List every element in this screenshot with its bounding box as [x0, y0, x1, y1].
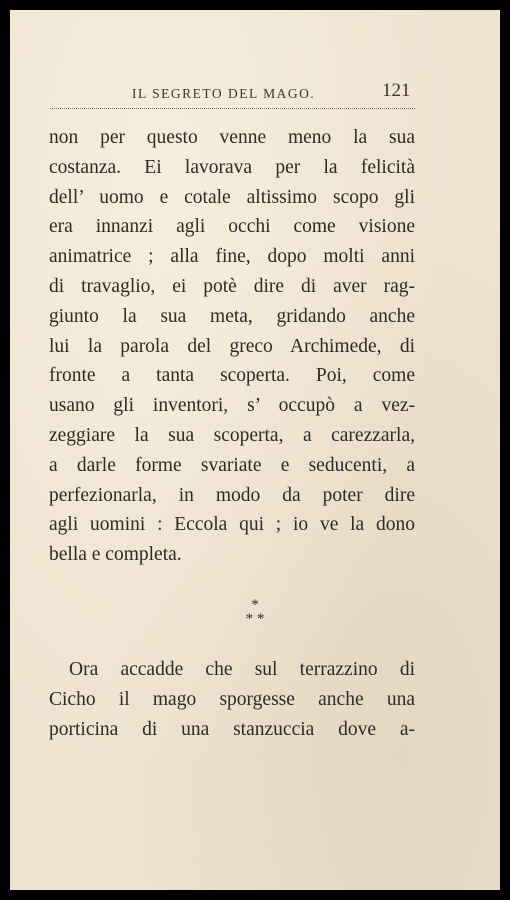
asterism-bottom: * *	[245, 611, 265, 627]
text-line: Ora accadde che sul terrazzino di	[69, 659, 415, 680]
text-line: agli uomini : Eccola qui ; io ve la dono	[49, 514, 415, 536]
text-line: di travaglio, ei potè dire di aver rag-	[49, 275, 415, 297]
section-break-asterism	[10, 598, 500, 626]
page-header	[10, 78, 500, 112]
text-line: zeggiare la sua scoperta, a carezzarla,	[49, 424, 415, 446]
text-line: animatrice ; alla fine, dopo molti anni	[49, 246, 415, 268]
text-line: porticina di una stanzuccia dove a-	[49, 718, 415, 740]
asterism-top: *	[251, 597, 259, 613]
text-line: Cicho il mago sporgesse anche una	[49, 688, 415, 710]
page-number: 121	[382, 80, 411, 101]
header-rule	[50, 108, 415, 109]
text-line: era innanzi agli occhi come visione	[49, 216, 415, 238]
text-line: dell’ uomo e cotale altissimo scopo gli	[49, 186, 415, 208]
text-line: lui la parola del greco Archimede, di	[49, 335, 415, 357]
text-line: giunto la sua meta, gridando anche	[49, 305, 415, 327]
paragraph-2	[49, 655, 415, 744]
text-line: perfezionarla, in modo da poter dire	[49, 484, 415, 506]
paragraph-1	[49, 123, 415, 570]
book-page	[10, 10, 500, 890]
running-title: IL SEGRETO DEL MAGO.	[132, 86, 316, 101]
text-line: a darle forme svariate e seducenti, a	[49, 454, 415, 476]
text-line: usano gli inventori, s’ occupò a vez-	[49, 395, 415, 417]
text-line: bella e completa.	[49, 544, 182, 566]
text-line: non per questo venne meno la sua	[49, 127, 415, 148]
text-line: costanza. Ei lavorava per la felicità	[49, 156, 415, 178]
text-line: fronte a tanta scoperta. Poi, come	[49, 365, 415, 387]
